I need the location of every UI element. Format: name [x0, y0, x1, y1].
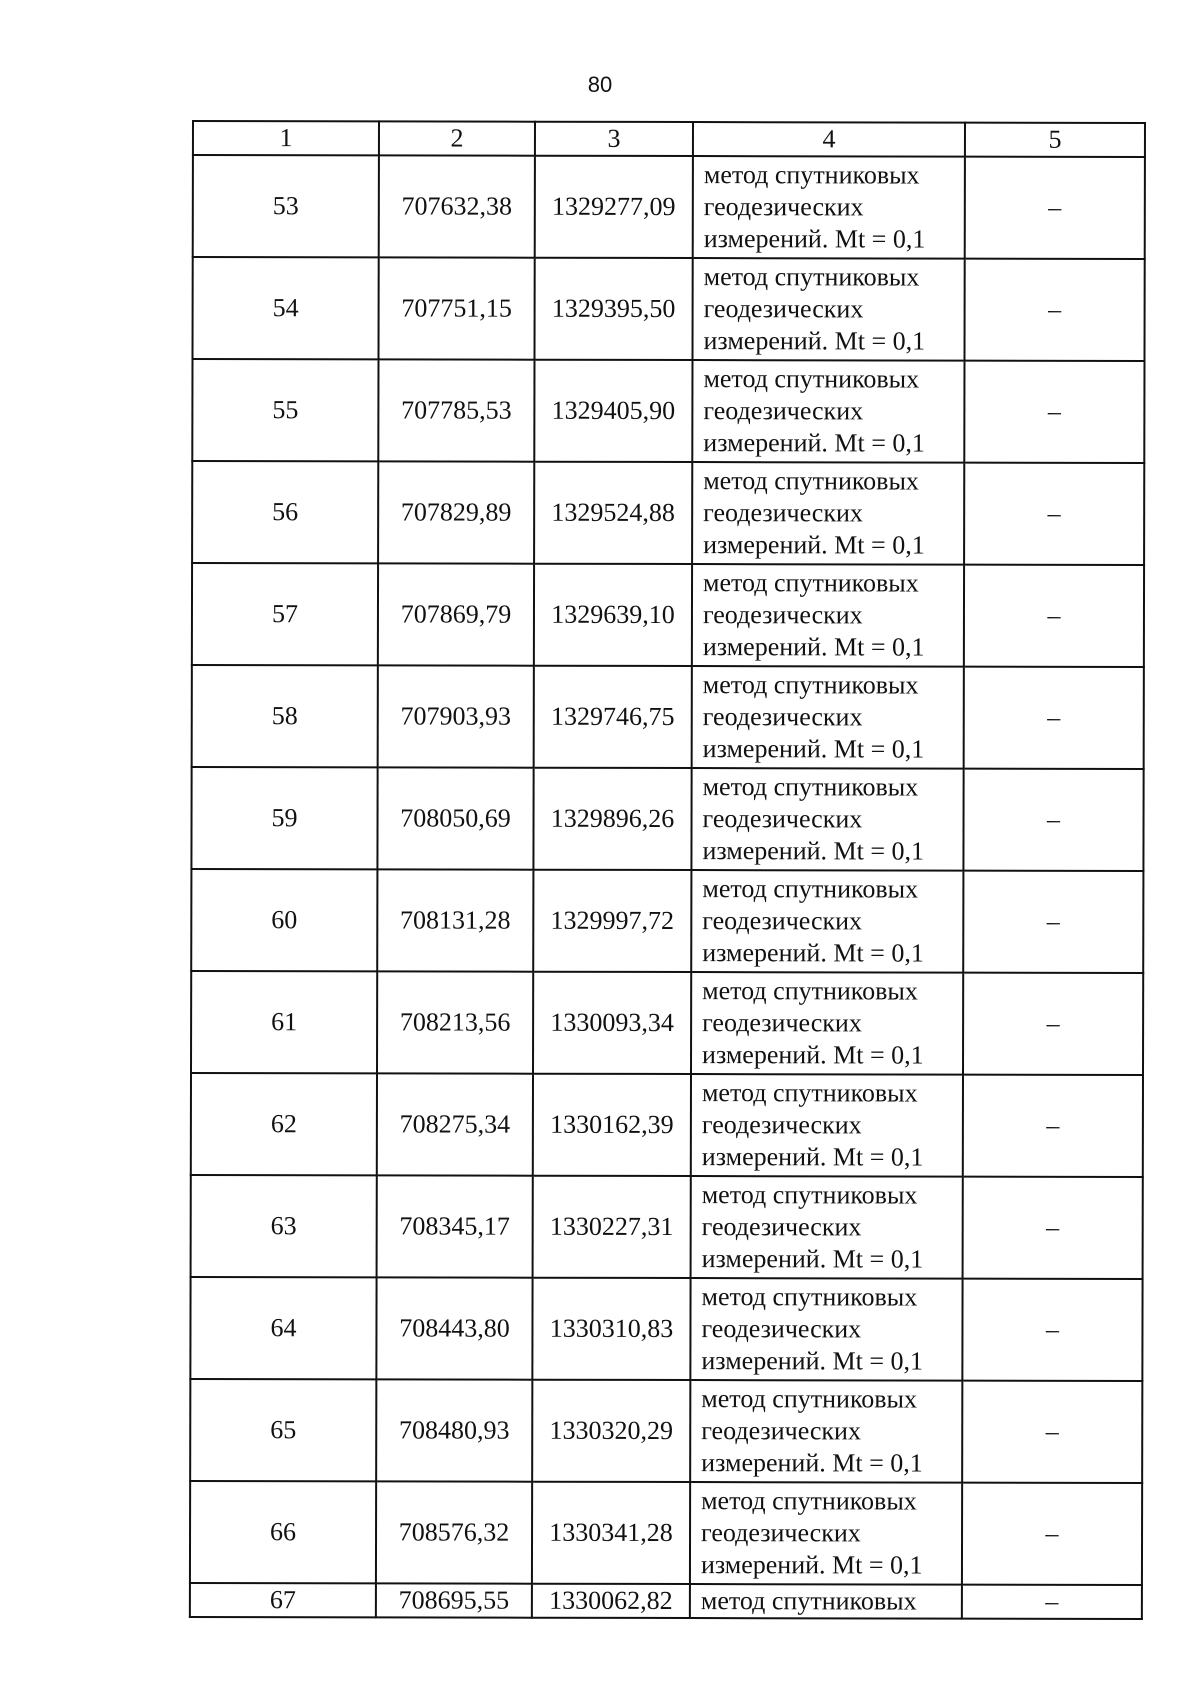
method-cell [692, 258, 964, 361]
description-cell: – [963, 871, 1143, 973]
column-header-3: 3 [535, 122, 693, 156]
method-line-2: геодезических [702, 906, 863, 936]
method-cell [690, 1278, 962, 1381]
coordinate-y: 1330320,29 [532, 1380, 690, 1482]
coordinate-x: 708213,56 [377, 971, 533, 1073]
method-line-1: метод спутниковых [701, 1078, 918, 1108]
method-cell [691, 972, 963, 1075]
coordinate-x: 708050,69 [377, 767, 533, 869]
method-line-2: геодезических [702, 1008, 862, 1038]
method-line-1: метод спутниковых [702, 976, 918, 1006]
method-line-1: метод спутниковых [702, 670, 919, 700]
method-cell [692, 360, 964, 463]
point-number: 54 [192, 257, 378, 359]
method-line-1: метод спутниковых [703, 466, 919, 496]
method-line-3: измерений. Mt = 0,1 [703, 530, 925, 560]
coordinate-y: 1330062,82 [532, 1584, 690, 1618]
coordinate-x: 707751,15 [378, 257, 534, 359]
coordinate-y: 1330310,83 [532, 1278, 690, 1380]
method-cell [691, 870, 963, 973]
page-number: 80 [587, 72, 613, 97]
method-cell [690, 1380, 962, 1483]
description-cell: – [963, 1075, 1143, 1177]
method-cell [691, 1074, 963, 1177]
description-cell: – [962, 1381, 1142, 1483]
point-number: 64 [190, 1277, 376, 1379]
description-cell: – [964, 667, 1144, 769]
column-header-1: 1 [193, 121, 379, 155]
coordinate-y: 1329405,90 [534, 360, 692, 462]
table-row [192, 563, 1144, 667]
description-cell: – [963, 769, 1143, 871]
coordinate-y: 1330341,28 [532, 1482, 690, 1584]
description-cell: – [962, 1483, 1142, 1585]
coordinate-x: 708695,55 [376, 1583, 532, 1617]
point-number: 62 [191, 1073, 377, 1175]
method-cell [692, 564, 964, 667]
method-line-1: метод спутниковых [701, 1384, 918, 1414]
method-line-1: метод спутниковых [703, 364, 920, 394]
column-header-2: 2 [379, 121, 535, 155]
method-line-1: метод спутниковых [701, 1486, 917, 1516]
method-line-3: измерений. Mt = 0,1 [701, 1244, 924, 1274]
method-cell [692, 666, 964, 769]
table-row [190, 1583, 1142, 1619]
method-cell [692, 462, 964, 565]
table-row [192, 257, 1144, 361]
column-header-4: 4 [693, 122, 965, 157]
method-line-2: геодезических [701, 1212, 862, 1242]
method-line-2: геодезических [701, 1110, 862, 1140]
method-line-1: метод спутниковых [703, 568, 919, 598]
method-line-1: метод спутниковых [703, 262, 920, 292]
method-line-1: метод спутниковых [701, 1180, 918, 1210]
point-number: 59 [191, 767, 377, 869]
table-row [193, 155, 1145, 259]
method-line-1: метод спутниковых [702, 874, 919, 904]
method-cell [693, 156, 965, 259]
method-line-2: геодезических [701, 1314, 862, 1344]
method-line-1: метод спутниковых [703, 160, 920, 190]
method-cell [690, 1584, 962, 1619]
coordinates-table [189, 120, 1146, 1620]
method-line-3: измерений. Mt = 0,1 [701, 1142, 924, 1172]
method-line-3: измерений. Mt = 0,1 [702, 1040, 924, 1070]
coordinate-x: 708131,28 [377, 869, 533, 971]
coordinate-y: 1329524,88 [534, 462, 692, 564]
method-line-2: геодезических [703, 294, 864, 324]
method-line-2: геодезических [703, 498, 863, 528]
description-cell: – [964, 565, 1144, 667]
coordinate-y: 1329395,50 [534, 258, 692, 360]
coordinate-y: 1329277,09 [535, 156, 693, 258]
description-cell: – [964, 463, 1144, 565]
header-row [193, 121, 1145, 157]
point-number: 57 [192, 563, 378, 665]
method-cell [690, 1482, 962, 1585]
point-number: 63 [191, 1175, 377, 1277]
table-row [191, 869, 1143, 973]
point-number: 65 [190, 1379, 376, 1481]
method-line-3: измерений. Mt = 0,1 [703, 428, 925, 458]
description-cell: – [963, 973, 1143, 1075]
point-number: 56 [192, 461, 378, 563]
method-line-3: измерений. Mt = 0,1 [702, 836, 925, 866]
method-line-1: метод спутниковых [700, 1586, 917, 1616]
coordinate-y: 1330162,39 [533, 1074, 691, 1176]
method-line-1: метод спутниковых [702, 772, 919, 802]
method-line-1: метод спутниковых [701, 1282, 918, 1312]
coordinate-x: 708576,32 [376, 1481, 532, 1583]
coordinate-x: 707829,89 [378, 461, 534, 563]
point-number: 67 [190, 1583, 376, 1617]
table-row [191, 1175, 1143, 1279]
point-number: 66 [190, 1481, 376, 1583]
point-number: 58 [192, 665, 378, 767]
coordinate-x: 708443,80 [376, 1277, 532, 1379]
method-line-2: геодезических [701, 1518, 861, 1548]
method-line-3: измерений. Mt = 0,1 [701, 1346, 924, 1376]
table-row [190, 1277, 1142, 1381]
table-row [190, 1481, 1142, 1585]
method-line-3: измерений. Mt = 0,1 [702, 938, 924, 968]
description-cell: – [964, 259, 1144, 361]
table-row [191, 1073, 1143, 1177]
coordinate-x: 707903,93 [378, 665, 534, 767]
method-line-3: измерений. Mt = 0,1 [703, 224, 926, 254]
method-cell [691, 1176, 963, 1279]
method-line-2: геодезических [701, 1416, 862, 1446]
coordinate-x: 707632,38 [379, 155, 535, 257]
method-line-3: измерений. Mt = 0,1 [700, 1550, 923, 1580]
coordinate-y: 1329639,10 [534, 564, 692, 666]
coordinate-y: 1329746,75 [534, 666, 692, 768]
coordinate-x: 708345,17 [377, 1175, 533, 1277]
method-line-2: геодезических [703, 396, 864, 426]
description-cell: – [962, 1279, 1142, 1381]
coordinate-y: 1330227,31 [533, 1176, 691, 1278]
coordinate-x: 708275,34 [377, 1073, 533, 1175]
description-cell: – [963, 1177, 1143, 1279]
table-body [190, 155, 1145, 1619]
column-header-5: 5 [965, 123, 1145, 157]
point-number: 55 [192, 359, 378, 461]
point-number: 60 [191, 869, 377, 971]
point-number: 61 [191, 971, 377, 1073]
method-line-3: измерений. Mt = 0,1 [703, 326, 926, 356]
coordinates-table-container [189, 120, 1144, 1620]
method-line-2: геодезических [702, 702, 863, 732]
table-row [191, 971, 1143, 1075]
coordinate-x: 707785,53 [378, 359, 534, 461]
table-row [190, 1379, 1142, 1483]
table-row [191, 767, 1143, 871]
method-line-3: измерений. Mt = 0,1 [702, 632, 925, 662]
description-cell: – [962, 1585, 1142, 1619]
description-cell: – [965, 157, 1145, 259]
method-line-2: геодезических [702, 600, 863, 630]
table-header [193, 121, 1145, 157]
point-number: 53 [193, 155, 379, 257]
method-line-3: измерений. Mt = 0,1 [702, 734, 925, 764]
description-cell: – [964, 361, 1144, 463]
coordinate-y: 1329997,72 [533, 870, 691, 972]
table-row [192, 461, 1144, 565]
method-line-3: измерений. Mt = 0,1 [701, 1448, 923, 1478]
method-cell [691, 768, 963, 871]
coordinate-x: 708480,93 [376, 1379, 532, 1481]
method-line-2: геодезических [703, 192, 864, 222]
coordinate-y: 1329896,26 [533, 768, 691, 870]
table-row [192, 665, 1144, 769]
method-line-2: геодезических [702, 804, 863, 834]
coordinate-y: 1330093,34 [533, 972, 691, 1074]
coordinate-x: 707869,79 [378, 563, 534, 665]
table-row [192, 359, 1144, 463]
